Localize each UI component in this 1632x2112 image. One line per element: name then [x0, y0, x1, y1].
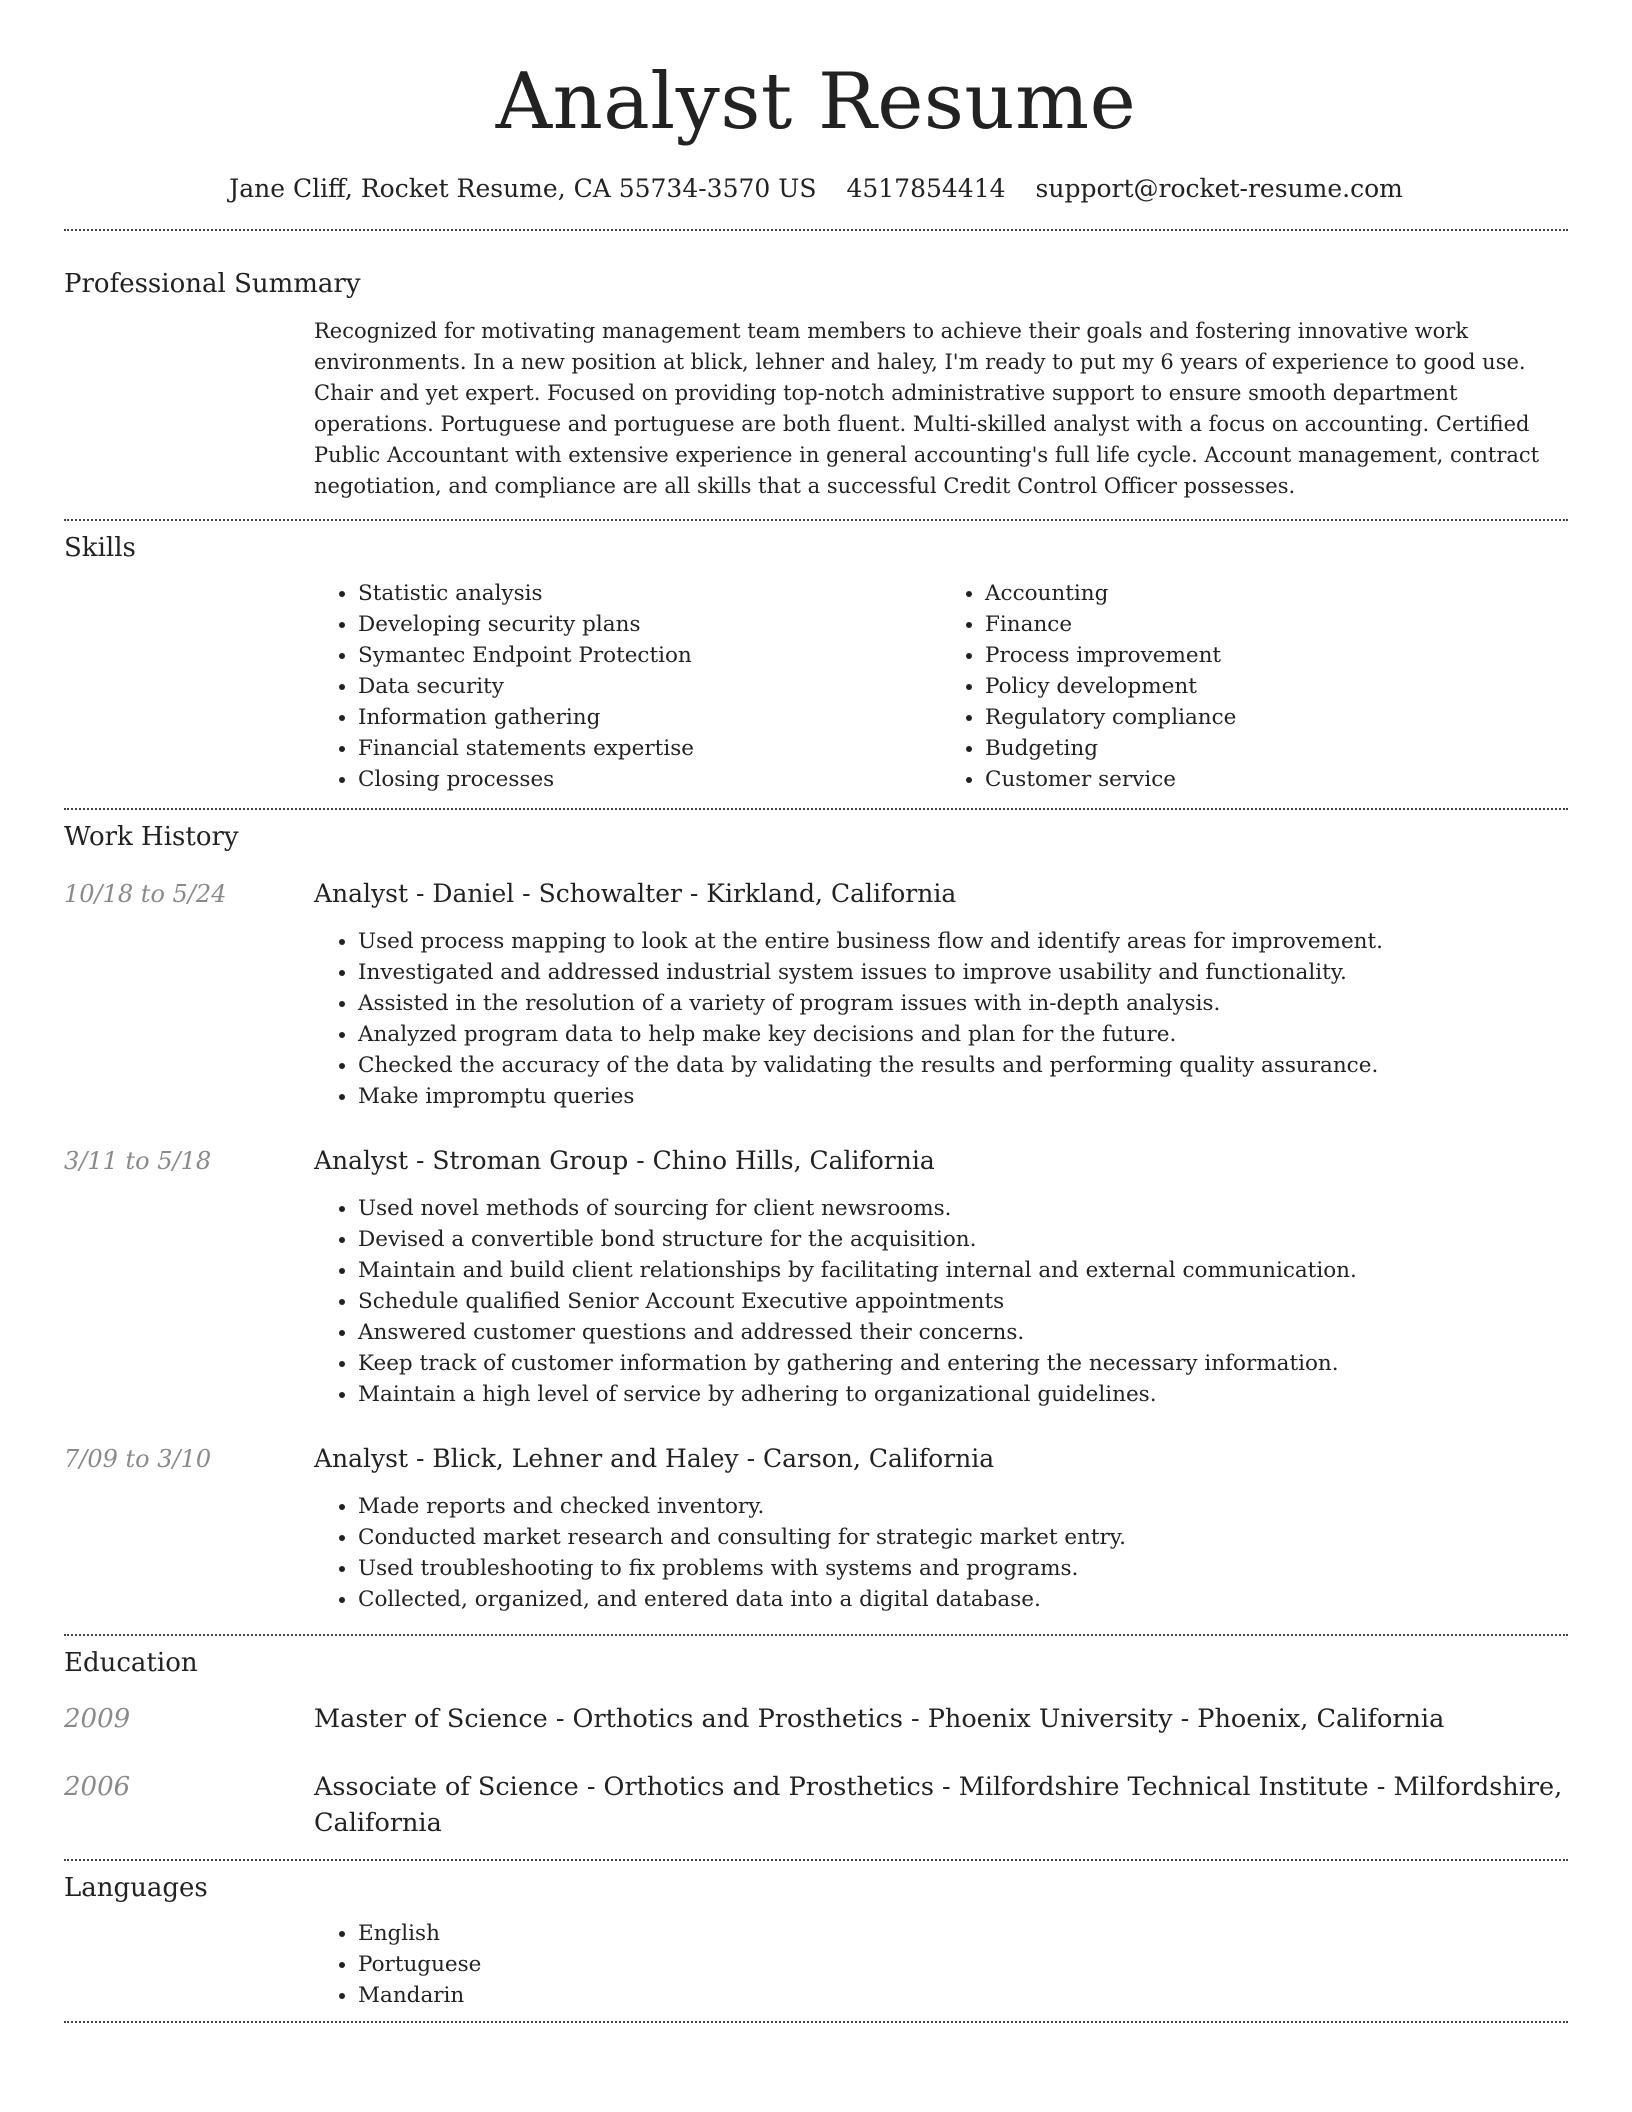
list-item: • Maintain a high level of service by adhering to organizational guidelines. — [358, 1379, 1568, 1410]
list-item: • Collected, organized, and entered data into a digital database. — [358, 1584, 1568, 1615]
job-bullets — [314, 926, 1568, 1112]
skills-grid — [314, 578, 1568, 795]
skills-section — [64, 521, 1568, 808]
list-item: • Assisted in the resolution of a variety of program issues with in-depth analysis. — [358, 988, 1568, 1019]
education-heading: Education — [64, 1648, 198, 1678]
job-title: Analyst - Blick, Lehner and Haley - Carson, California — [314, 1444, 995, 1473]
list-item: • Maintain and build client relationships by facilitating internal and external communication. — [358, 1255, 1568, 1286]
list-item: • Keep track of customer information by gathering and entering the necessary information. — [358, 1348, 1568, 1379]
list-item: • Closing processes — [358, 764, 941, 795]
list-item: • Investigated and addressed industrial system issues to improve usability and functionality. — [358, 957, 1568, 988]
list-item: • Data security — [358, 671, 941, 702]
list-item: • Analyzed program data to help make key decisions and plan for the future. — [358, 1019, 1568, 1050]
contact-phone: 4517854414 — [846, 174, 1006, 203]
education-year: 2009 — [64, 1704, 131, 1734]
summary-section — [64, 231, 1568, 519]
education-title: Associate of Science - Orthotics and Prosthetics - Milfordshire Technical Institute - Milfordshire, California — [314, 1772, 1563, 1838]
skills-heading: Skills — [64, 533, 136, 563]
contact-address: Jane Cliff, Rocket Resume, CA 55734-3570 US — [229, 174, 817, 203]
list-item: • Statistic analysis — [358, 578, 941, 609]
list-item: • Finance — [985, 609, 1568, 640]
list-item: • Devised a convertible bond structure for the acquisition. — [358, 1224, 1568, 1255]
job-title: Analyst - Daniel - Schowalter - Kirkland, California — [314, 879, 957, 908]
list-item: • Customer service — [985, 764, 1568, 795]
list-item: • Process improvement — [985, 640, 1568, 671]
list-item: • Portuguese — [358, 1949, 1568, 1980]
job-dates: 10/18 to 5/24 — [64, 880, 227, 908]
work-heading: Work History — [64, 822, 239, 852]
work-section — [64, 810, 1568, 1634]
job-entry — [64, 1443, 1568, 1634]
list-item: • Conducted market research and consulting for strategic market entry. — [358, 1522, 1568, 1553]
list-item: • Make impromptu queries — [358, 1081, 1568, 1112]
list-item: • Answered customer questions and addressed their concerns. — [358, 1317, 1568, 1348]
list-item: • Budgeting — [985, 733, 1568, 764]
page-title: Analyst Resume — [495, 57, 1137, 147]
list-item: • Checked the accuracy of the data by validating the results and performing quality assurance. — [358, 1050, 1568, 1081]
list-item: • Regulatory compliance — [985, 702, 1568, 733]
job-dates: 7/09 to 3/10 — [64, 1445, 212, 1473]
list-item: • Used troubleshooting to fix problems with systems and programs. — [358, 1553, 1568, 1584]
education-entry — [64, 1701, 1568, 1737]
education-section — [64, 1636, 1568, 1859]
list-item: • Symantec Endpoint Protection — [358, 640, 941, 671]
list-item: • Financial statements expertise — [358, 733, 941, 764]
list-item: • English — [358, 1918, 1568, 1949]
contact-email: support@rocket-resume.com — [1035, 174, 1403, 203]
list-item: • Developing security plans — [358, 609, 941, 640]
languages-section — [64, 1861, 1568, 2021]
job-bullets — [314, 1491, 1568, 1615]
list-item: • Policy development — [985, 671, 1568, 702]
job-title: Analyst - Stroman Group - Chino Hills, California — [314, 1146, 935, 1175]
list-item: • Made reports and checked inventory. — [358, 1491, 1568, 1522]
contact-line — [64, 174, 1568, 204]
skills-list-right — [941, 578, 1568, 795]
list-item: • Used novel methods of sourcing for client newsrooms. — [358, 1193, 1568, 1224]
education-entry — [64, 1769, 1568, 1841]
job-entry — [64, 1145, 1568, 1410]
education-title: Master of Science - Orthotics and Prosthetics - Phoenix University - Phoenix, California — [314, 1704, 1445, 1734]
summary-text: Recognized for motivating management team members to achieve their goals and fostering innovative work environments. In a new position at blick, lehner and haley, I'm ready to put my 6 years of experience to good use. Chair and yet expert. Focused on providing top-notch administrative support to ensure smooth department operations. Portuguese and portuguese are both fluent. Multi-skilled analyst with a focus on accounting. Certified Public Accountant with extensive experience in general accounting's full life cycle. Account management, contract negotiation, and compliance are all skills that a successful Credit Control Officer possesses. — [314, 319, 1540, 498]
resume-page — [64, 0, 1568, 2023]
divider — [64, 2021, 1568, 2023]
skills-list-left — [314, 578, 941, 795]
list-item: • Mandarin — [358, 1980, 1568, 2011]
list-item: • Information gathering — [358, 702, 941, 733]
education-year: 2006 — [64, 1772, 131, 1802]
list-item: • Accounting — [985, 578, 1568, 609]
list-item: • Schedule qualified Senior Account Executive appointments — [358, 1286, 1568, 1317]
job-bullets — [314, 1193, 1568, 1410]
languages-list — [314, 1918, 1568, 2011]
list-item: • Used process mapping to look at the entire business flow and identify areas for improvement. — [358, 926, 1568, 957]
languages-heading: Languages — [64, 1873, 208, 1903]
job-dates: 3/11 to 5/18 — [64, 1147, 212, 1175]
job-entry — [64, 878, 1568, 1112]
summary-heading: Professional Summary — [64, 269, 361, 299]
